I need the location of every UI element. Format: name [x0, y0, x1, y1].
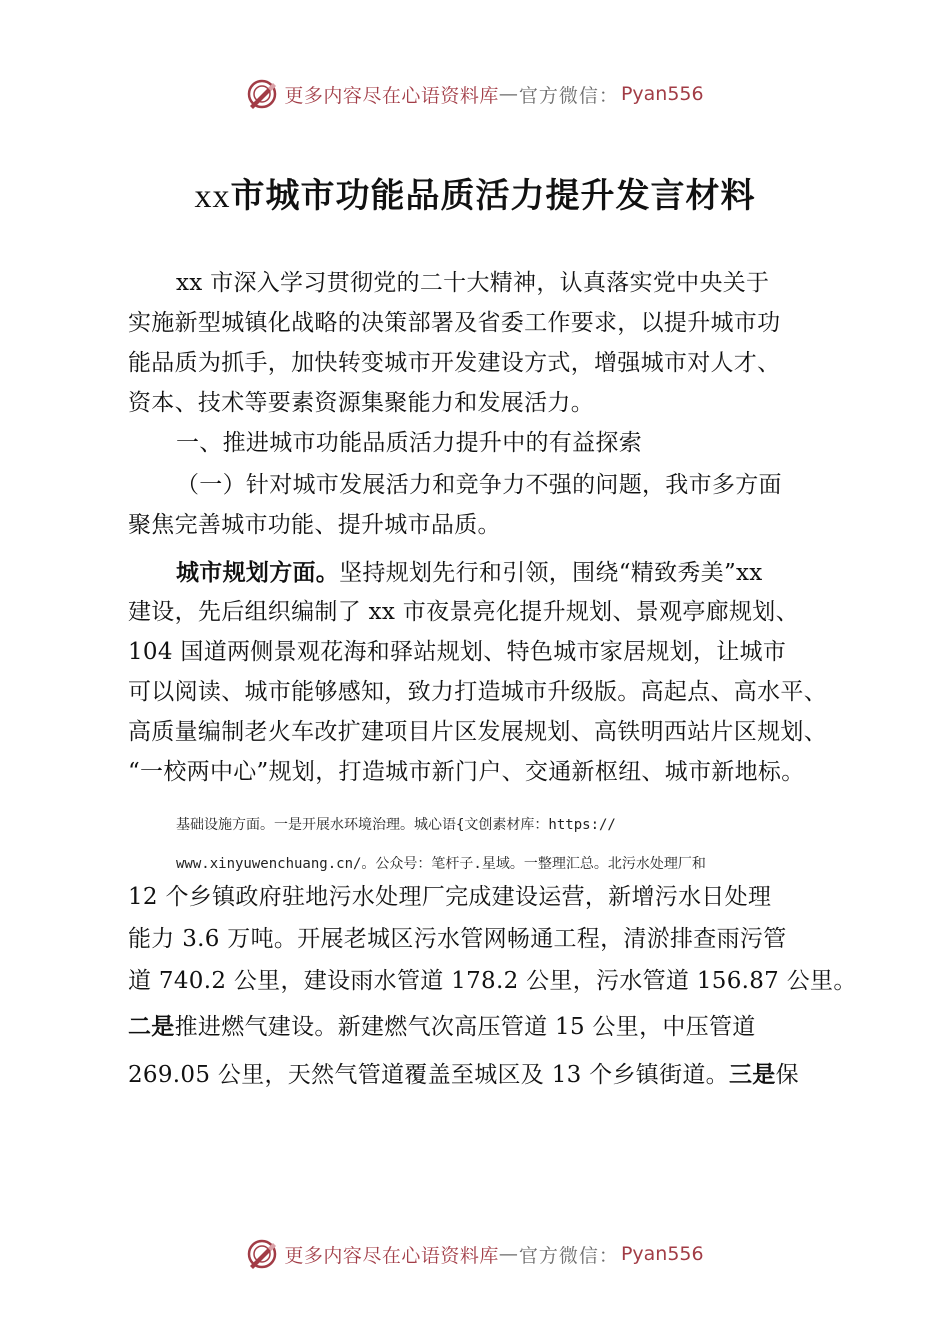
planning-line: “一校两中心”规划，打造城市新门户、交通新枢纽、城市新地标。 [128, 759, 805, 785]
brand-text: 更多内容尽在心语资料库 [284, 1244, 499, 1267]
wechat-id: Pyan556 [620, 83, 704, 105]
infra-line: 能力 3.6 万吨。开展老城区污水管网畅通工程，清淤排查雨污管 [128, 926, 787, 952]
gas-line [128, 1012, 868, 1042]
intro-line: 资本、技术等要素资源集聚能力和发展活力。 [128, 390, 594, 416]
sub-heading-line: 聚焦完善城市功能、提升城市品质。 [128, 512, 501, 538]
footer-banner [0, 1234, 950, 1274]
gas-line [128, 1060, 868, 1090]
intro-line: 实施新型城镇化战略的决策部署及省委工作要求，以提升城市功 [128, 310, 781, 336]
infra-line: 12 个乡镇政府驻地污水处理厂完成建设运营，新增污水日处理 [128, 884, 772, 910]
section-heading: 一、推进城市功能品质活力提升中的有益探索 [176, 430, 642, 456]
official-label: 官方微信： [518, 1244, 619, 1267]
banner-separator: — [498, 83, 519, 105]
sub-heading-line: （一）针对城市发展活力和竞争力不强的问题，我市多方面 [176, 472, 782, 498]
page-title [0, 168, 950, 217]
infra-line: 道 740.2 公里，建设雨水管道 178.2 公里，污水管道 156.87 公里。 [128, 968, 857, 994]
planning-line-text: 坚持规划先行和引领，围绕“精致秀美”xx [339, 560, 763, 586]
third-text: 保 [775, 1062, 799, 1088]
planning-line: 高质量编制老火车改扩建项目片区发展规划、高铁明西站片区规划、 [128, 719, 827, 745]
gas-line-text: 推进燃气建设。新建燃气次高压管道 15 公里，中压管道 [174, 1014, 756, 1040]
gas-label: 二是 [128, 1014, 175, 1040]
planning-line: 104 国道两侧景观花海和驿站规划、特色城市家居规划，让城市 [128, 639, 787, 665]
small-note-line: 基础设施方面。一是开展水环境治理。城心语{文创素材库：https:// [176, 817, 616, 833]
third-label: 三是 [728, 1062, 776, 1088]
planning-line: 建设，先后组织编制了 xx 市夜景亮化提升规划、景观亭廊规划、 [128, 599, 799, 625]
banner-separator: — [498, 1243, 519, 1265]
small-note-line: www.xinyuwenchuang.cn/。公众号：笔杆子.星域。一整理汇总。北污水处理厂和 [176, 856, 706, 872]
header-banner [0, 74, 950, 114]
wechat-id: Pyan556 [620, 1243, 704, 1265]
title-prefix: xx [194, 178, 231, 215]
planning-label: 城市规划方面。 [176, 560, 340, 586]
intro-line: 能品质为抓手，加快转变城市开发建设方式，增强城市对人才、 [128, 350, 781, 376]
gas-line-text: 269.05 公里，天然气管道覆盖至城区及 13 个乡镇街道。 [128, 1062, 729, 1088]
pen-circle-icon [246, 1238, 278, 1270]
intro-line: xx 市深入学习贯彻党的二十大精神，认真落实党中央关于 [176, 270, 770, 296]
brand-text: 更多内容尽在心语资料库 [284, 84, 499, 107]
official-label: 官方微信： [518, 84, 619, 107]
planning-line: 可以阅读、城市能够感知，致力打造城市升级版。高起点、高水平、 [128, 679, 827, 705]
planning-line [176, 558, 916, 588]
pen-circle-icon [246, 78, 278, 110]
title-main: 市城市功能品质活力提升发言材料 [230, 176, 756, 216]
